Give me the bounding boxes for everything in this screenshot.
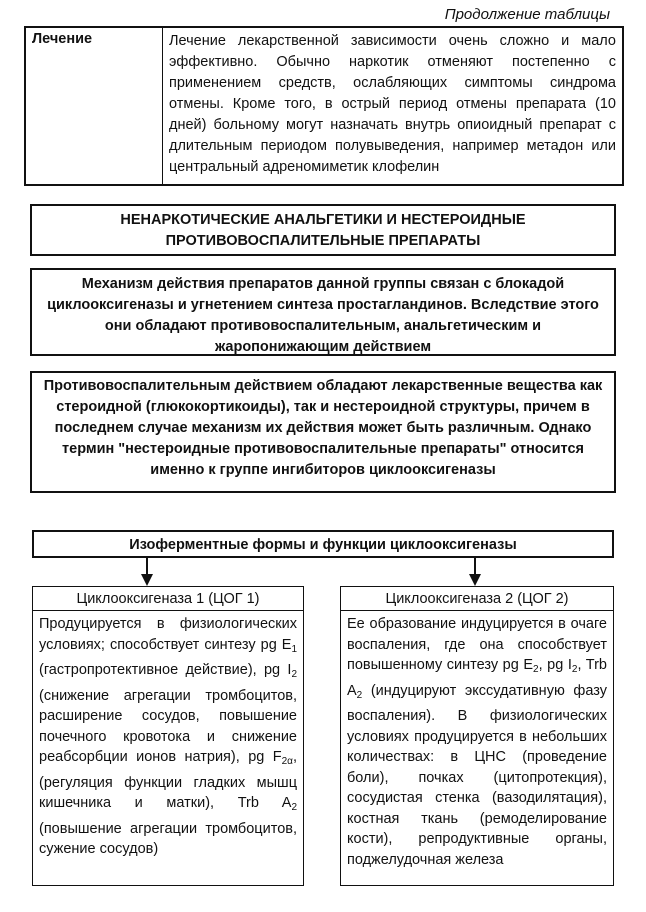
- mechanism-box: Механизм действия препаратов данной группы связан с блокадой циклооксигеназы и угнетением синтеза простагландинов. Вследствие этого они обладают противовоспалительным, анальгетическим и жаропонижающим действием: [30, 268, 616, 356]
- anti-inflammatory-box: Противовоспалительным действием обладают лекарственные вещества как стероидной (глюкокортикоиды), так и нестероидной структуры, причем в последнем случае механизм их действия может быть различным. Однако термин "нестероидные противовоспалительные препараты" относится именно к группе ингибиторов циклооксигеназы: [30, 371, 616, 493]
- cox2-column: [340, 586, 614, 886]
- treatment-heading: Лечение: [26, 28, 163, 184]
- cox2-title: Циклооксигеназа 2 (ЦОГ 2): [341, 587, 613, 611]
- cox1-column: [32, 586, 304, 886]
- section-title: НЕНАРКОТИЧЕСКИЕ АНАЛЬГЕТИКИ И НЕСТЕРОИДНЫЕ ПРОТИВОВОСПАЛИТЕЛЬНЫЕ ПРЕПАРАТЫ: [30, 204, 616, 256]
- treatment-table-row: [24, 26, 624, 186]
- cox1-text: Продуцируется в физиологических условиях; способствует синтезу pg $E_1$ (гастропротективное действие), pg $I_2$ (снижение агрегации тромбоцитов, расширение сосудов, повышение почечного кровотока и снижение реабсорбции ионов натрия), pg $F_{2\alpha}$, (регуляция функции гладких мышц кишечника и матки), Trb $A_2$ (повышение агрегации тромбоцитов, сужение сосудов): [39, 616, 297, 857]
- cox2-text: Ее образование индуцируется в очаге воспаления, где она способствует повышенному синтезу pg $E_2$, pg $I_2$, Trb $A_2$ (индуцируют экссудативную фазу воспаления). В физиологических условиях продуцируется в небольших количествах: в ЦНС (проведение боли), почках (цитопротекция), сосудистая стенка (вазодилятация), костная ткань (ремоделирование кости), репродуктивные органы, поджелудочная железа: [347, 616, 607, 868]
- treatment-text: Лечение лекарственной зависимости очень сложно и мало эффективно. Обычно наркотик отменяют постепенно с применением средств, ослабляющих симптомы синдрома отмены. Кроме того, в острый период отмены препарата (10 дней) больному могут назначать внутрь опиоидный препарат с длительным периодом полувыведения, например метадон или центральный адреномиметик клофелин: [169, 33, 616, 175]
- cox1-title: Циклооксигеназа 1 (ЦОГ 1): [33, 587, 303, 611]
- continuation-label: Продолжение таблицы: [444, 6, 610, 23]
- isoforms-title: Изоферментные формы и функции циклооксигеназы: [32, 530, 614, 558]
